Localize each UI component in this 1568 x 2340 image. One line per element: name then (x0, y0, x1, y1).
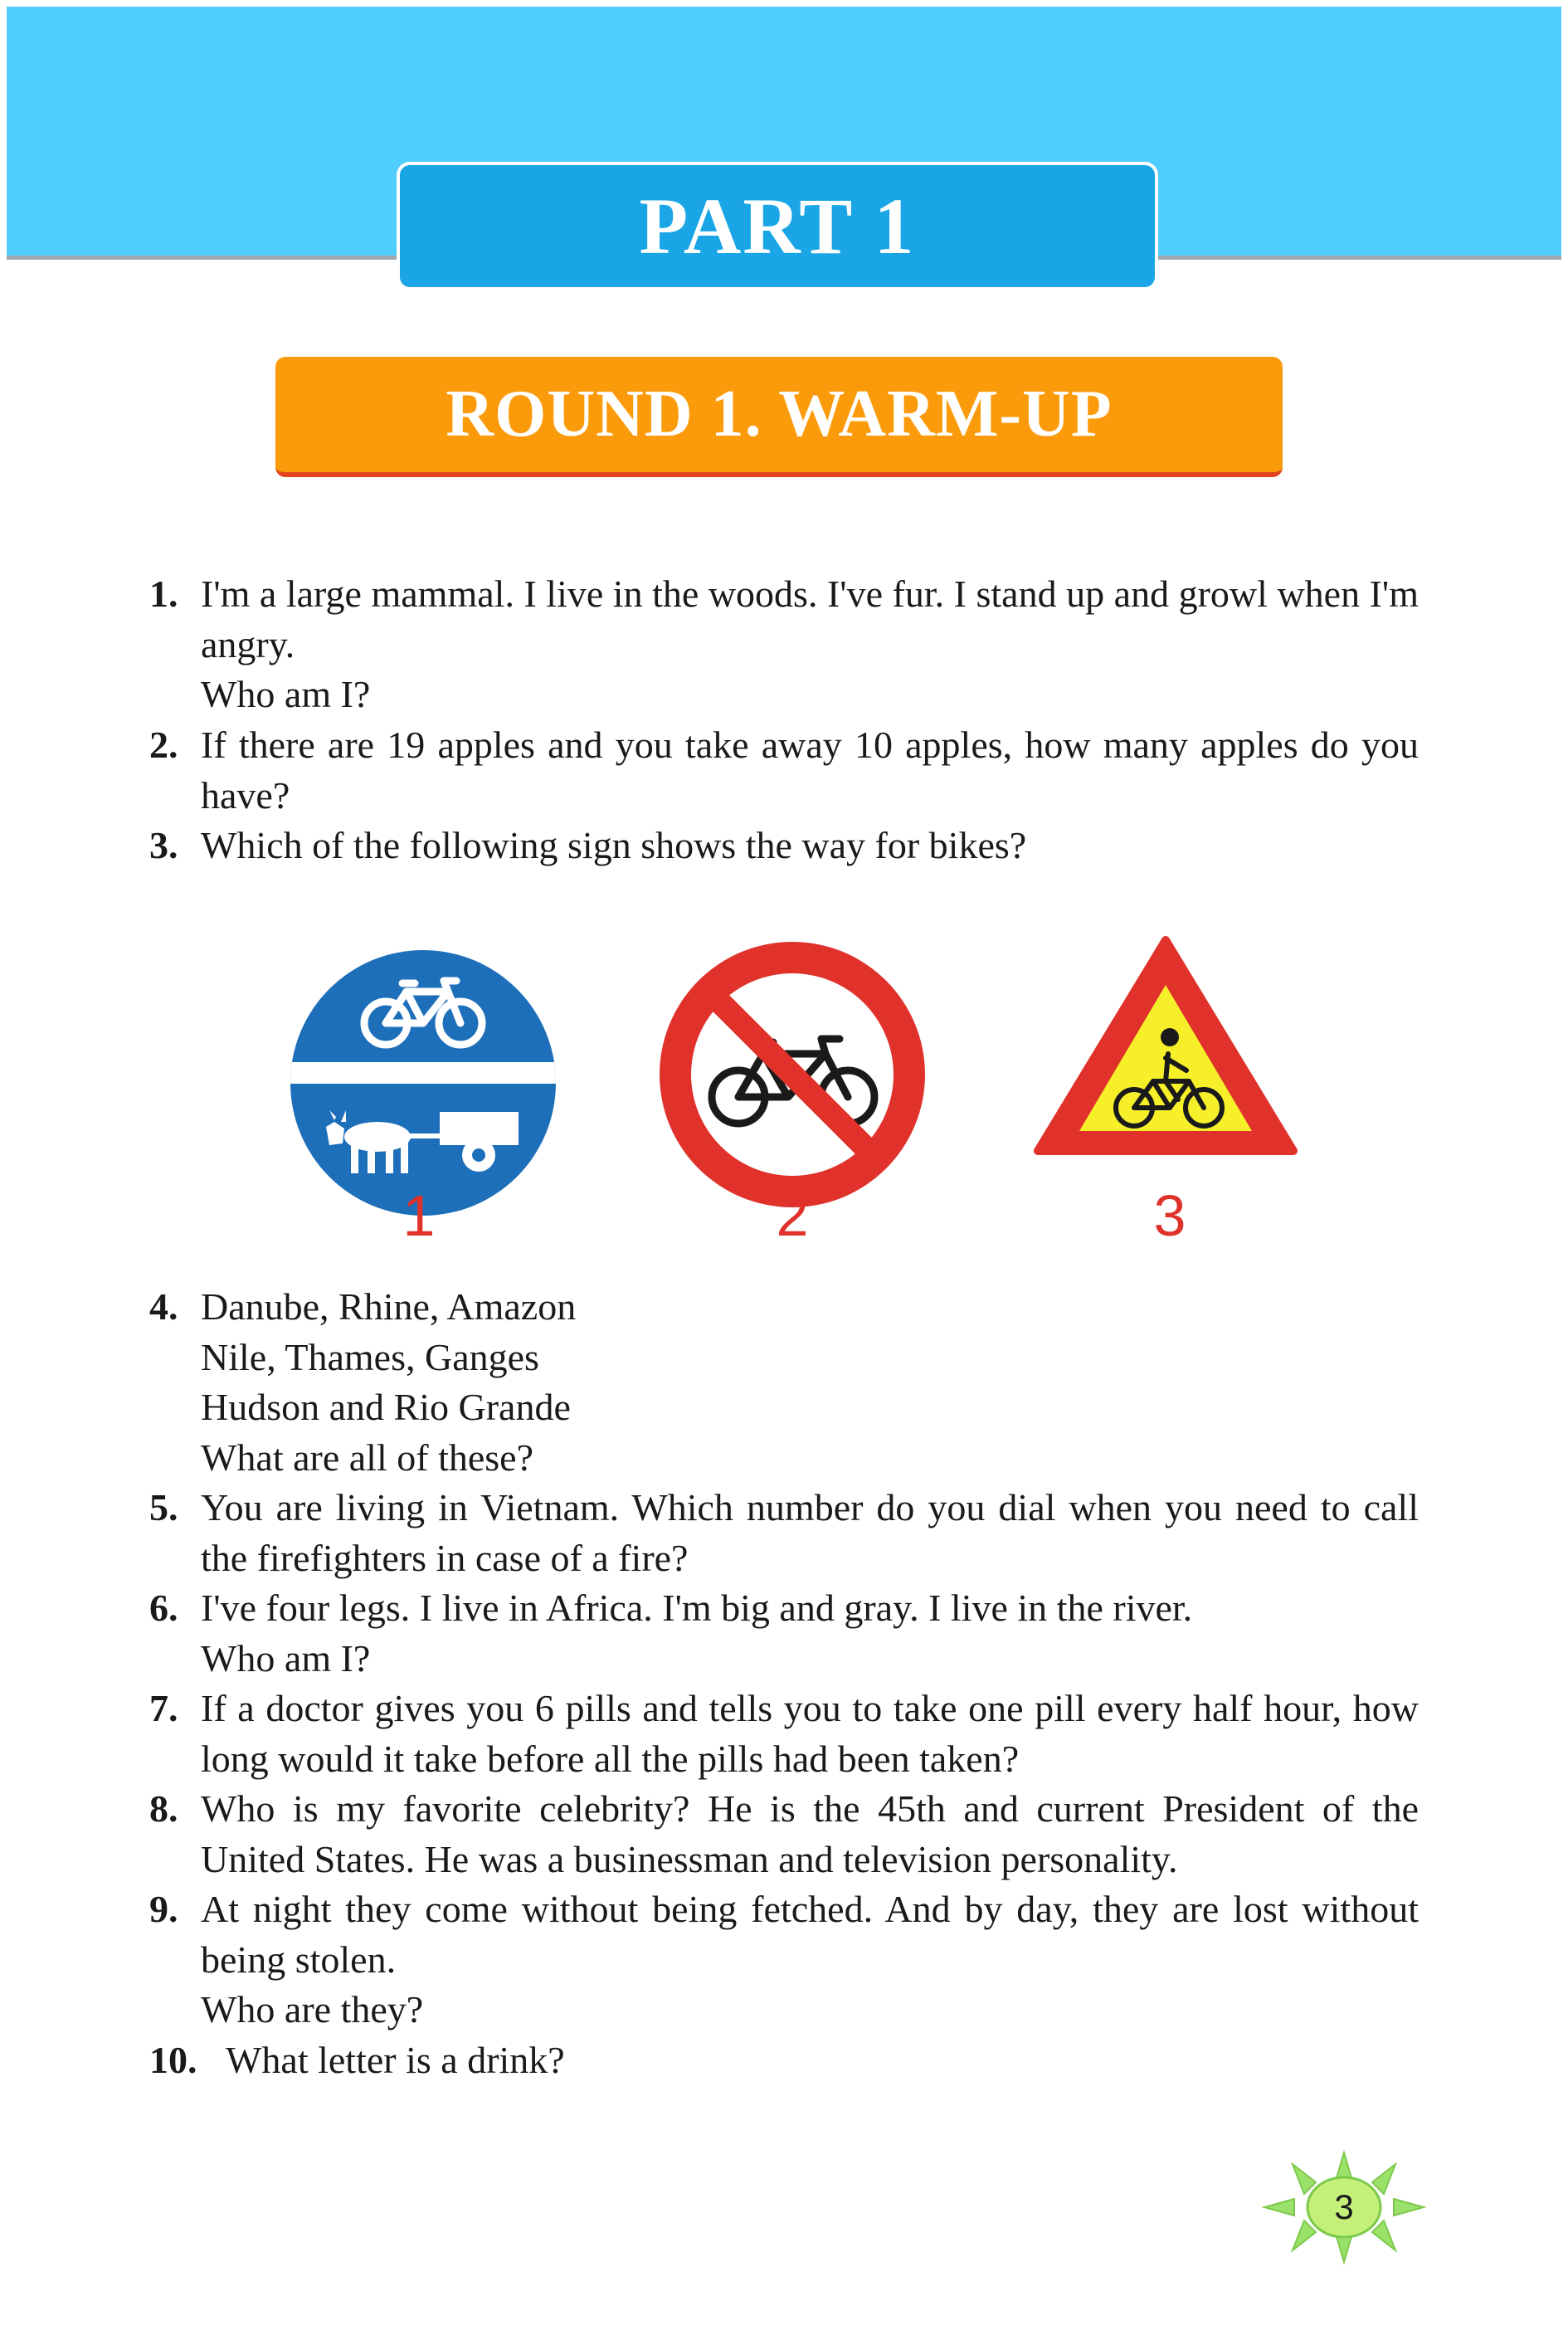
question-text: Who are they? (201, 1988, 424, 2030)
question-text: Danube, Rhine, Amazon (201, 1285, 577, 1328)
question-text: If there are 19 apples and you take away 10 apples, how many apples do you have? (201, 724, 1419, 817)
question-text: What letter is a drink? (226, 2039, 565, 2081)
question-number: 7. (149, 1687, 178, 1729)
round-title: ROUND 1. WARM-UP (275, 357, 1283, 477)
question-7 (149, 1684, 1419, 1784)
question-number: 2. (149, 724, 178, 766)
question-6 (149, 1583, 1419, 1684)
sign-label-2: 2 (776, 1183, 809, 1248)
question-number: 5. (149, 1486, 178, 1528)
question-number: 8. (149, 1787, 178, 1830)
question-8 (149, 1784, 1419, 1884)
question-number: 10. (149, 2039, 197, 2081)
question-number: 1. (149, 573, 178, 615)
cyclists-warning-sign-icon (1033, 934, 1298, 1182)
no-bicycles-sign-icon (655, 938, 929, 1211)
question-text: You are living in Vietnam. Which number do you dial when you need to call the firefighters in case of a fire? (201, 1486, 1419, 1579)
question-9 (149, 1884, 1419, 2035)
question-number: 9. (149, 1888, 178, 1930)
question-text: Who am I? (201, 1636, 371, 1679)
sign-label-3: 3 (1153, 1183, 1186, 1248)
question-text: I've four legs. I live in Africa. I'm big and gray. I live in the river. (201, 1587, 1193, 1629)
question-number: 4. (149, 1285, 178, 1328)
question-2 (149, 720, 1419, 821)
question-5 (149, 1483, 1419, 1583)
question-text: Hudson and Rio Grande (201, 1386, 571, 1428)
page-number: 3 (1334, 2187, 1354, 2226)
question-text: What are all of these? (201, 1436, 533, 1479)
question-text: Which of the following sign shows the way for bikes? (201, 824, 1027, 866)
question-3 (149, 821, 1419, 871)
question-1 (149, 569, 1419, 720)
question-4 (149, 1282, 1419, 1483)
page-number-badge (1261, 2149, 1427, 2265)
question-number: 3. (149, 824, 178, 866)
question-text: At night they come without being fetched. And by day, they are lost without being stolen. (201, 1888, 1419, 1981)
question-text: Who is my favorite celebrity? He is the 45th and current President of the United States. He was a businessman and television personality. (201, 1787, 1419, 1880)
question-text: If a doctor gives you 6 pills and tells you to take one pill every half hour, how long would it take before all the pills had been taken? (201, 1687, 1419, 1780)
part-title: PART 1 (397, 162, 1158, 290)
bicycle-and-ox-cart-lane-sign-icon (286, 946, 560, 1220)
question-10 (149, 2035, 1419, 2086)
question-text: Who am I? (201, 673, 371, 715)
question-text: Nile, Thames, Ganges (201, 1335, 539, 1378)
question-number: 6. (149, 1587, 178, 1629)
question-text: I'm a large mammal. I live in the woods. I've fur. I stand up and growl when I'm angry. (201, 573, 1419, 665)
sign-label-1: 1 (402, 1183, 436, 1248)
